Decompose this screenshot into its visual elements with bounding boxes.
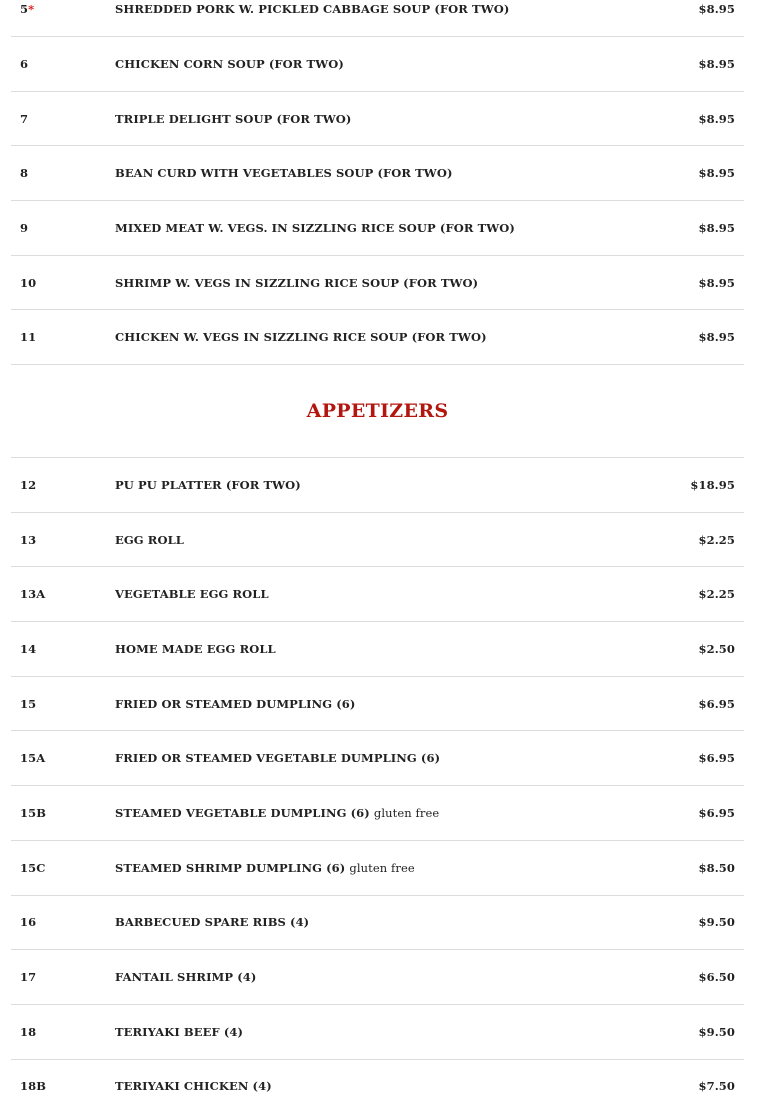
item-name-text: SHRIMP W. VEGS IN SIZZLING RICE SOUP (FOR TWO) [115, 275, 479, 290]
item-name [115, 112, 351, 126]
item-number-text: 6 [20, 56, 29, 71]
item-price: $8.95 [698, 111, 735, 126]
item-number [20, 970, 36, 984]
item-number-text: 17 [20, 970, 37, 985]
item-price: $9.50 [698, 1024, 735, 1039]
item-price: $8.95 [698, 56, 735, 71]
item-name-text: BARBECUED SPARE RIBS (4) [115, 915, 310, 930]
item-number-text: 11 [20, 330, 37, 345]
menu-item-row[interactable] [11, 786, 744, 841]
item-name-text: MIXED MEAT W. VEGS. IN SIZZLING RICE SOUP (FOR TWO) [115, 220, 515, 235]
item-number-text: 18 [20, 1024, 37, 1039]
item-number [20, 478, 36, 492]
item-number [20, 1079, 46, 1093]
menu-item-row[interactable] [11, 896, 744, 951]
menu-item-row[interactable] [11, 256, 744, 311]
item-name-text: SHREDDED PORK W. PICKLED CABBAGE SOUP (FOR TWO) [115, 2, 510, 16]
item-price: $2.25 [698, 587, 735, 602]
item-number [20, 915, 36, 929]
menu-item-row[interactable] [11, 731, 744, 786]
item-name [115, 642, 276, 656]
item-name [115, 221, 515, 235]
item-name [115, 57, 344, 71]
item-price: $2.50 [698, 641, 735, 656]
item-name-text: STEAMED VEGETABLE DUMPLING (6) [115, 805, 370, 820]
item-name [115, 806, 439, 820]
menu-item-row[interactable] [11, 1060, 744, 1104]
item-name-text: TRIPLE DELIGHT SOUP (FOR TWO) [115, 111, 352, 126]
menu-item-row[interactable] [11, 0, 744, 37]
item-name-text: STEAMED SHRIMP DUMPLING (6) [115, 860, 346, 875]
item-number [20, 57, 28, 71]
item-price: $7.50 [698, 1079, 735, 1094]
menu-item-row[interactable] [11, 146, 744, 201]
item-number [20, 1025, 36, 1039]
menu-item-row[interactable] [11, 458, 744, 513]
menu-item-row[interactable] [11, 1005, 744, 1060]
item-price: $8.95 [698, 220, 735, 235]
item-name-text: CHICKEN CORN SOUP (FOR TWO) [115, 56, 344, 71]
item-price: $18.95 [690, 477, 735, 492]
item-number-text: 7 [20, 111, 29, 126]
item-number-text: 10 [20, 275, 37, 290]
menu-item-row[interactable] [11, 92, 744, 147]
item-price: $6.95 [698, 696, 735, 711]
item-name [115, 276, 478, 290]
item-number-text: 15A [20, 751, 46, 766]
menu-item-row[interactable] [11, 37, 744, 92]
appetizers-section-header [11, 364, 744, 458]
item-name [115, 330, 487, 344]
item-name [115, 915, 309, 929]
item-name-text: TERIYAKI CHICKEN (4) [115, 1079, 272, 1094]
item-name [115, 587, 269, 601]
item-name-text: FANTAIL SHRIMP (4) [115, 970, 257, 985]
item-number-text: 15C [20, 860, 46, 875]
appetizers-menu-list [11, 458, 744, 1104]
item-number [20, 2, 34, 16]
item-name [115, 478, 301, 492]
item-price: $8.95 [698, 275, 735, 290]
item-name [115, 166, 452, 180]
item-name-text: FRIED OR STEAMED VEGETABLE DUMPLING (6) [115, 751, 441, 766]
item-number [20, 587, 45, 601]
item-number [20, 751, 45, 765]
item-number-text: 15 [20, 696, 37, 711]
item-price: $8.50 [698, 860, 735, 875]
spicy-marker: * [28, 2, 35, 16]
soup-menu-list [11, 0, 744, 365]
item-number [20, 533, 36, 547]
item-name-text: CHICKEN W. VEGS IN SIZZLING RICE SOUP (FOR TWO) [115, 330, 487, 345]
menu-item-row[interactable] [11, 567, 744, 622]
item-price: $6.95 [698, 805, 735, 820]
item-price: $2.25 [698, 532, 735, 547]
item-number-text: 9 [20, 220, 29, 235]
item-number [20, 697, 36, 711]
item-name [115, 861, 415, 875]
item-number [20, 221, 28, 235]
item-name-text: EGG ROLL [115, 532, 184, 547]
item-number [20, 642, 36, 656]
item-number-text: 14 [20, 641, 37, 656]
item-number [20, 330, 36, 344]
item-name [115, 970, 256, 984]
item-name [115, 1079, 272, 1093]
item-number-text: 15B [20, 805, 47, 820]
item-price: $6.95 [698, 751, 735, 766]
item-number [20, 861, 45, 875]
item-number-text: 13 [20, 532, 37, 547]
item-price: $8.95 [698, 330, 735, 345]
item-number [20, 112, 28, 126]
item-name [115, 2, 509, 16]
section-title-appetizers: APPETIZERS [306, 399, 449, 422]
item-name [115, 1025, 243, 1039]
item-number-text: 5 [20, 2, 29, 16]
item-number [20, 806, 46, 820]
menu-item-row[interactable] [11, 677, 744, 732]
item-number-text: 8 [20, 166, 29, 181]
item-name [115, 533, 184, 547]
item-name-text: HOME MADE EGG ROLL [115, 641, 276, 656]
item-name-text: VEGETABLE EGG ROLL [115, 587, 269, 602]
item-name [115, 697, 355, 711]
menu-item-row[interactable] [11, 201, 744, 256]
item-name-text: PU PU PLATTER (FOR TWO) [115, 477, 301, 492]
menu-item-row[interactable] [11, 513, 744, 568]
item-number [20, 166, 28, 180]
item-number-text: 13A [20, 587, 46, 602]
item-price: $8.95 [698, 166, 735, 181]
menu-item-row[interactable] [11, 841, 744, 896]
item-number-text: 16 [20, 915, 37, 930]
item-price: $6.50 [698, 970, 735, 985]
menu-item-row[interactable] [11, 622, 744, 677]
item-name-text: BEAN CURD WITH VEGETABLES SOUP (FOR TWO) [115, 166, 453, 181]
item-name [115, 751, 440, 765]
item-price: $9.50 [698, 915, 735, 930]
dietary-note: gluten free [349, 860, 415, 875]
item-name-text: FRIED OR STEAMED DUMPLING (6) [115, 696, 356, 711]
menu-item-row[interactable] [11, 310, 744, 365]
item-number-text: 12 [20, 477, 37, 492]
item-name-text: TERIYAKI BEEF (4) [115, 1024, 244, 1039]
item-number [20, 276, 36, 290]
item-price: $8.95 [698, 2, 735, 16]
menu-item-row[interactable] [11, 950, 744, 1005]
dietary-note: gluten free [373, 805, 440, 820]
item-number-text: 18B [20, 1079, 47, 1094]
